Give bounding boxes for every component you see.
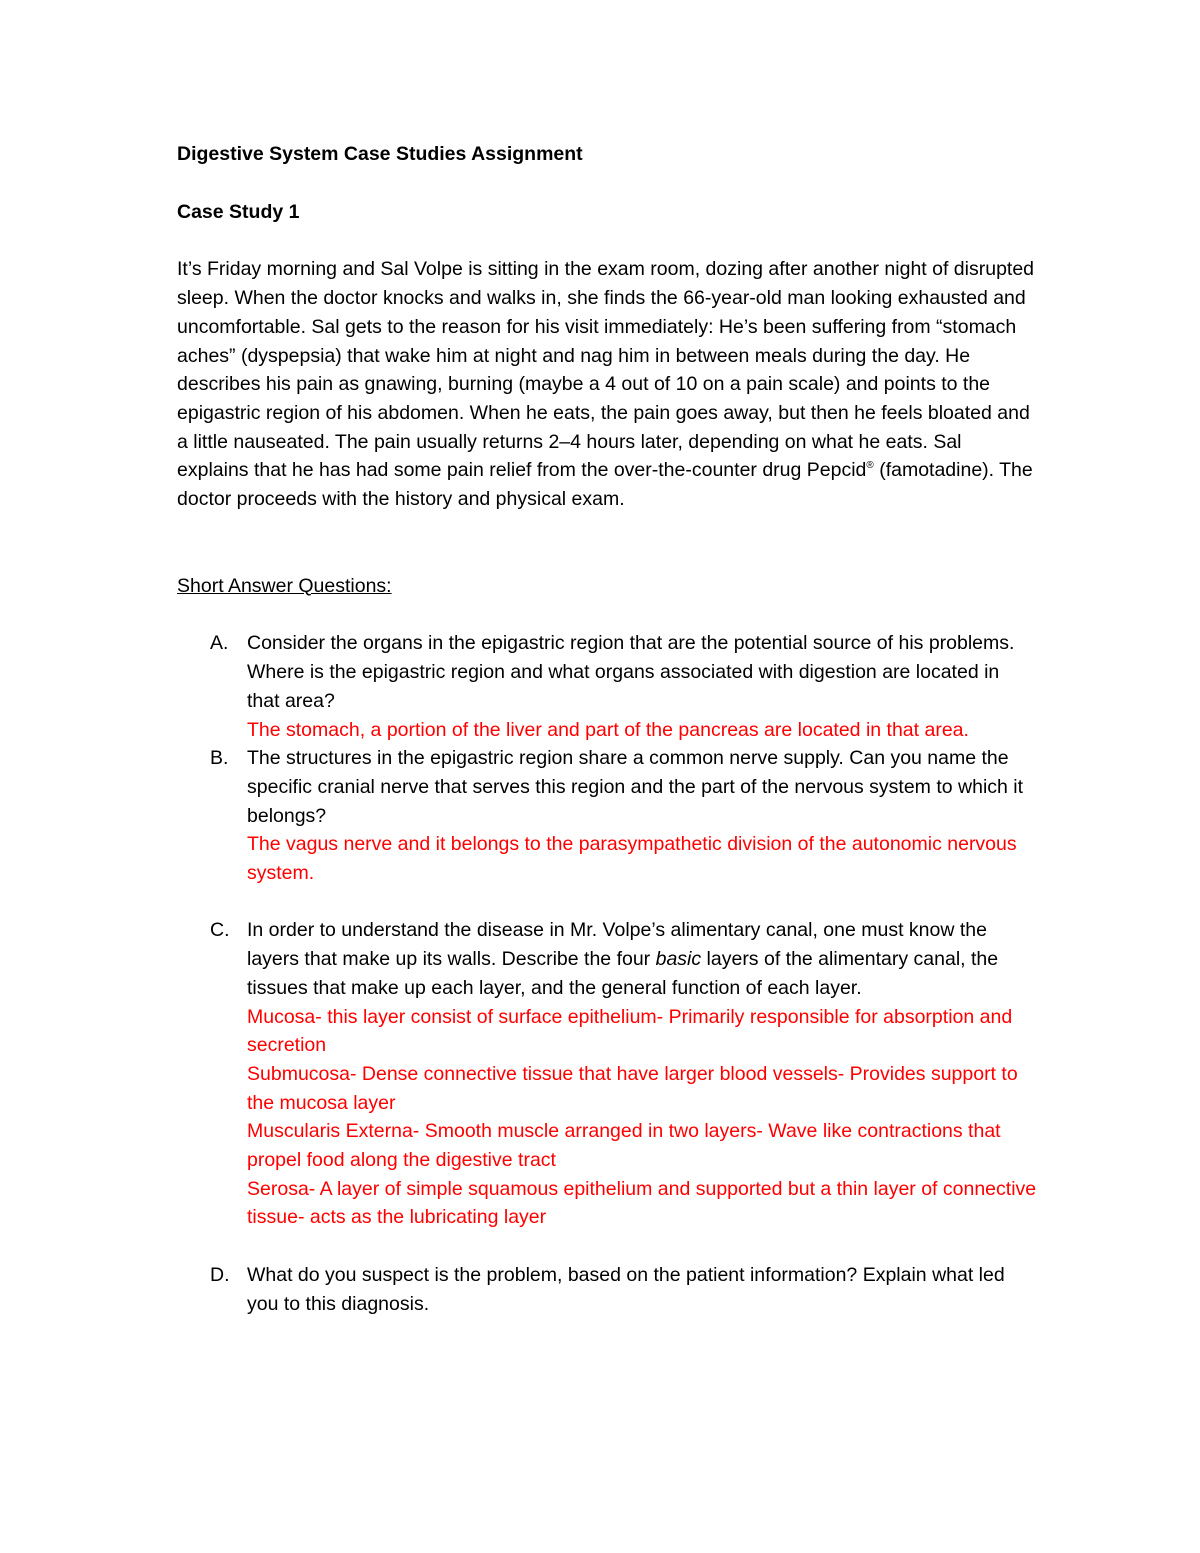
document-body xyxy=(177,140,1037,1318)
answer-serosa: Serosa- A layer of simple squamous epithelium and supported but a thin layer of connective tissue- acts as the lubricating layer xyxy=(247,1177,1037,1229)
question-text-part: layers of the alimentary canal, the tissues that make up each layer, and the general function of each layer. xyxy=(247,948,999,999)
question-marker: D. xyxy=(210,1263,230,1286)
document-title: Digestive System Case Studies Assignment xyxy=(177,143,583,165)
case-study-title: Case Study 1 xyxy=(177,200,300,223)
question-d xyxy=(177,1261,1037,1318)
answer-mucosa: Mucosa- this layer consist of surface epithelium- Primarily responsible for absorption and secretion xyxy=(247,1005,1013,1057)
question-text: Consider the organs in the epigastric region that are the potential source of his problems. Where is the epigastric region and what organs associated with digestion are located in that area? xyxy=(247,632,1015,712)
case-text-end: (famotadine). The doctor proceeds with the history and physical exam. xyxy=(177,459,1033,511)
question-a xyxy=(177,629,1037,744)
answer-submucosa: Submucosa- Dense connective tissue that have larger blood vessels- Provides support to the mucosa layer xyxy=(247,1062,1018,1114)
short-answer-heading: Short Answer Questions: xyxy=(177,574,392,597)
question-text: The structures in the epigastric region share a common nerve supply. Can you name the specific cranial nerve that serves this region and the part of the nervous system to which it belongs? xyxy=(247,747,1024,827)
answer-text: The stomach, a portion of the liver and part of the pancreas are located in that area. xyxy=(247,718,969,741)
answer-text: The vagus nerve and it belongs to the parasympathetic division of the autonomic nervous system. xyxy=(247,833,1017,885)
question-emphasis: basic xyxy=(655,948,702,971)
question-marker: A. xyxy=(210,632,229,655)
question-marker: C. xyxy=(210,919,230,942)
case-study-paragraph xyxy=(177,255,1037,513)
case-text-main: It’s Friday morning and Sal Volpe is sitting in the exam room, dozing after another night of disrupted sleep. When the doctor knocks and walks in, she finds the 66-year-old man looking exhausted and uncomfortable. Sal gets to the reason for his visit immediately: He’s been suffering from “stomach aches” (dyspepsia) that wake him at night and nag him in between meals during the day. He describes his pain as gnawing, burning (maybe a 4 out of 10 on a pain scale) and points to the epigastric region of his abdomen. When he eats, the pain goes away, but then he feels bloated and a little nauseated. The pain usually returns 2–4 hours later, depending on what he eats. Sal explains that he has had some pain relief from the over-the-counter drug Pepcid xyxy=(177,258,1035,482)
registered-mark: ® xyxy=(866,460,874,472)
question-text xyxy=(247,919,998,998)
question-list xyxy=(177,629,1037,1318)
question-c xyxy=(177,916,1037,1232)
answer-muscularis-externa: Muscularis Externa- Smooth muscle arranged in two layers- Wave like contractions that propel food along the digestive tract xyxy=(247,1120,1001,1172)
question-b xyxy=(177,744,1037,888)
question-marker: B. xyxy=(210,747,229,770)
question-text-part: In order to understand the disease in Mr. Volpe’s alimentary canal, one must know the layers that make up its walls. Describe the four xyxy=(247,919,987,971)
question-text: What do you suspect is the problem, based on the patient information? Explain what led you to this diagnosis. xyxy=(247,1263,1005,1315)
